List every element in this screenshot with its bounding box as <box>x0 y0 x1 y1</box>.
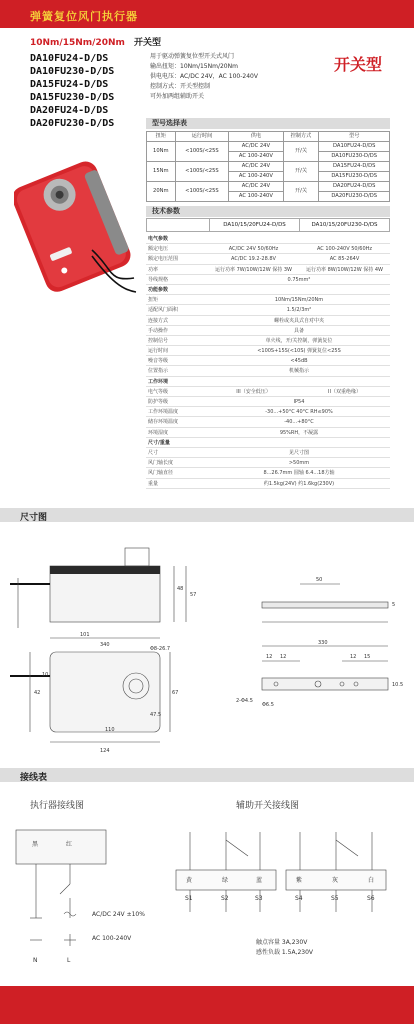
param-value: >50mm <box>288 460 310 467</box>
param-value: 0.75mm² <box>287 276 311 283</box>
param-key: 噪音等级 <box>148 358 169 365</box>
table-row <box>146 387 390 397</box>
model-item: DA20FU230-D/DS <box>30 118 115 129</box>
param-value <box>208 234 390 243</box>
wire-color-label: 黑 <box>32 841 39 848</box>
dim-label: 12 <box>266 654 273 660</box>
table-row <box>146 275 390 285</box>
param-key: 储存环境温度 <box>148 419 179 426</box>
dim-label: 101 <box>80 632 90 638</box>
param-value: 8...26.7mm 圆轴 6.4...18方轴 <box>263 470 335 477</box>
dim-label: Φ6.5 <box>262 702 274 708</box>
feature-description <box>150 52 258 102</box>
footer-bar <box>0 986 414 1024</box>
table-cell: DA15FU24-D/DS <box>319 162 390 172</box>
table-row <box>146 479 390 489</box>
selection-table <box>146 131 390 202</box>
subhead <box>30 35 161 48</box>
param-key: 适配风门面积 <box>148 307 179 314</box>
table-row <box>146 407 390 417</box>
table-cell: <100S/<25S <box>175 182 229 202</box>
table-row <box>146 285 390 295</box>
param-value: <100S+15S(<10S) 弹簧复位<25S <box>257 348 341 355</box>
table-cell: AC 100-240V <box>229 152 283 162</box>
line-label: L <box>67 957 71 964</box>
model-item: DA15FU24-D/DS <box>30 79 109 90</box>
table-header: 型号 <box>319 132 390 142</box>
terminal-color: 蓝 <box>256 877 263 884</box>
param-value: 1.5/2/3m² <box>286 307 312 314</box>
param-key: 风门轴长度 <box>148 460 174 467</box>
actuator-wiring-title: 执行器接线图 <box>30 801 85 811</box>
supply-label: AC/DC 24V ±10% <box>92 911 145 918</box>
params-table <box>146 234 390 489</box>
terminal-label: S6 <box>367 895 375 902</box>
table-header: 扭矩 <box>147 132 176 142</box>
section-band <box>0 508 414 522</box>
table-row <box>146 417 390 427</box>
terminal-color: 白 <box>368 877 375 884</box>
terminal-color: 灰 <box>332 877 339 884</box>
dim-label: 50 <box>316 577 323 583</box>
table-row <box>146 397 390 407</box>
terminal-label: S3 <box>255 895 263 902</box>
selection-title: 型号选择表 <box>146 118 390 129</box>
table-row <box>146 428 390 438</box>
feature-line: 可外加两组辅助开关 <box>150 93 205 100</box>
terminal-label: S1 <box>185 895 193 902</box>
table-row <box>146 366 390 376</box>
terminal-color: 绿 <box>222 877 229 884</box>
table-cell: AC 100-240V <box>229 172 283 182</box>
feature-line: 控制方式：开关型控制 <box>150 83 211 90</box>
param-key: 重量 <box>148 480 159 487</box>
param-value: <45dB <box>290 358 308 365</box>
table-cell: 开/关 <box>283 162 319 182</box>
param-value: IP54 <box>293 399 305 405</box>
param-value: 机械指示 <box>288 368 309 375</box>
table-header: 控制方式 <box>283 132 319 142</box>
table-row <box>146 326 390 336</box>
table-row <box>147 162 390 172</box>
dim-label: 5 <box>392 602 396 608</box>
type-label: 开关型 <box>134 38 162 48</box>
table-row <box>146 336 390 346</box>
param-value: 见尺寸图 <box>288 449 309 456</box>
wire-color-label: 红 <box>66 841 73 848</box>
params-col-headers <box>146 218 390 232</box>
param-key: 防护等级 <box>148 399 169 405</box>
model-item: DA20FU24-D/DS <box>30 105 109 116</box>
param-value: 单火线，开/关控制，弹簧复位 <box>265 337 333 344</box>
param-key: 运行时间 <box>148 348 169 355</box>
header-title: 弹簧复位风门执行器 <box>30 10 138 23</box>
table-cell: AC 100-240V <box>229 192 283 202</box>
table-cell: <100S/<25S <box>175 162 229 182</box>
table-row <box>146 305 390 315</box>
param-key: 额定电压范围 <box>148 256 179 263</box>
dim-label: 340 <box>100 642 110 648</box>
table-row <box>146 377 390 387</box>
dim-label: 10 <box>42 672 49 678</box>
table-cell: DA20FU230-D/DS <box>319 192 390 202</box>
param-key: 电气参数 <box>148 236 169 242</box>
model-list <box>30 52 114 130</box>
param-value <box>208 285 390 294</box>
param-value: AC/DC 19.2-28.8V <box>231 256 276 263</box>
table-row <box>146 295 390 305</box>
dim-label: 47.5 <box>150 712 162 718</box>
dim-label: 10.5 <box>392 682 404 688</box>
dim-label: 110 <box>105 727 115 733</box>
param-key: 扭矩 <box>148 297 159 304</box>
table-row <box>147 142 390 152</box>
param-key: 电气等级 <box>148 388 169 395</box>
param-key: 环境湿度 <box>148 429 169 436</box>
table-header: 运行时间 <box>175 132 229 142</box>
dimension-drawing <box>0 526 414 756</box>
feature-line: 用于驱动弹簧复位型开关式风门 <box>150 53 235 60</box>
dim-label: 2-Φ4.5 <box>236 698 253 704</box>
table-row <box>146 356 390 366</box>
table-row <box>146 234 390 244</box>
param-value: 10Nm/15Nm/20Nm <box>274 297 324 304</box>
param-key: 工作环境 <box>148 378 169 385</box>
contact-rating: 触点容量 3A,230V <box>256 939 308 946</box>
dim-label: 42 <box>34 690 41 696</box>
dim-label: 330 <box>318 640 328 646</box>
table-cell: <100S/<25S <box>175 142 229 162</box>
table-row <box>146 316 390 326</box>
table-cell: AC/DC 24V <box>229 182 283 192</box>
contact-rating: 感性负载 1.5A,230V <box>256 949 314 956</box>
params-title: 技术参数 <box>146 206 390 217</box>
table-row <box>146 254 390 264</box>
table-row <box>146 458 390 468</box>
neutral-label: N <box>33 957 38 964</box>
param-key: 导线规格 <box>148 276 169 283</box>
param-value: 运行功率 8W/10W/12W 保持 4W <box>305 266 383 273</box>
wiring-title: 接线表 <box>20 773 48 783</box>
table-header-row <box>147 132 390 142</box>
wiring-diagram <box>0 816 414 966</box>
param-key: 尺寸 <box>148 449 159 456</box>
section-band <box>0 768 414 782</box>
param-key: 尺寸/重量 <box>148 439 170 446</box>
params-col2: DA10/15/20FU230-D/DS <box>299 219 389 231</box>
terminal-color: 黄 <box>186 877 193 884</box>
param-key: 位置指示 <box>148 368 169 375</box>
torque-range: 10Nm/15Nm/20Nm <box>30 38 125 48</box>
param-value: 螺栓或夹具式自对中夹 <box>273 317 324 324</box>
table-row <box>146 244 390 254</box>
feature-line: 输出扭矩：10Nm/15Nm/20Nm <box>150 63 238 70</box>
dim-label: 48 <box>177 586 184 592</box>
param-key: 功率 <box>148 266 159 273</box>
table-cell: 20Nm <box>147 182 176 202</box>
table-cell: DA10FU24-D/DS <box>319 142 390 152</box>
table-cell: 15Nm <box>147 162 176 182</box>
param-value: -30...+50°C 40°C RH≤90% <box>265 409 333 416</box>
type-badge: 开关型 <box>333 55 382 74</box>
params-col1: DA10/15/20FU24-D/DS <box>209 219 299 231</box>
product-photo <box>14 132 138 297</box>
param-key: 手动操作 <box>148 327 169 334</box>
param-value <box>208 377 390 386</box>
param-value: 运行功率 7W/10W/12W 保持 3W <box>214 266 292 273</box>
dimensions-title: 尺寸图 <box>20 513 48 523</box>
dim-label: 12 <box>280 654 287 660</box>
table-row <box>146 265 390 275</box>
supply-label: AC 100-240V <box>92 935 132 942</box>
table-cell: 开/关 <box>283 142 319 162</box>
table-row <box>146 438 390 448</box>
table-cell: DA20FU24-D/DS <box>319 182 390 192</box>
model-item: DA10FU24-D/DS <box>30 53 109 64</box>
param-key: 连接方式 <box>148 317 169 324</box>
dim-label: 124 <box>100 748 110 754</box>
table-row <box>147 182 390 192</box>
param-value: II（双重绝缘） <box>328 388 361 395</box>
param-key: 功能参数 <box>148 286 169 293</box>
terminal-label: S2 <box>221 895 229 902</box>
param-value: AC/DC 24V 50/60Hz <box>228 246 279 253</box>
param-value: AC 85-264V <box>329 256 360 263</box>
dim-label: 67 <box>172 690 179 696</box>
terminal-label: S5 <box>331 895 339 902</box>
terminal-color: 紫 <box>296 877 303 884</box>
param-value: -40...+80°C <box>284 419 314 426</box>
dim-label: Φ8-26.7 <box>150 646 171 652</box>
terminal-label: S4 <box>295 895 303 902</box>
param-value: III（安全低压） <box>236 388 271 395</box>
param-value: 约1.5kg(24V) 约1.6kg(230V) <box>263 480 335 487</box>
param-key: 控制信号 <box>148 337 169 344</box>
dim-label: 57 <box>190 592 197 598</box>
table-row <box>146 346 390 356</box>
param-key: 风门轴直径 <box>148 470 174 477</box>
model-item: DA10FU230-D/DS <box>30 66 115 77</box>
param-value: 95%RH，不凝露 <box>279 429 319 436</box>
table-cell: DA15FU230-D/DS <box>319 172 390 182</box>
table-cell: AC/DC 24V <box>229 142 283 152</box>
table-cell: DA10FU230-D/DS <box>319 152 390 162</box>
param-key: 工作环境温度 <box>148 409 179 416</box>
feature-line: 供电电压：AC/DC 24V，AC 100-240V <box>150 73 258 80</box>
table-row <box>146 448 390 458</box>
param-value <box>208 438 390 447</box>
dim-label: 15 <box>364 654 371 660</box>
table-cell: 开/关 <box>283 182 319 202</box>
param-value: 具备 <box>293 327 304 334</box>
table-header: 供电 <box>229 132 283 142</box>
model-item: DA15FU230-D/DS <box>30 92 115 103</box>
dim-label: 12 <box>350 654 357 660</box>
table-cell: AC/DC 24V <box>229 162 283 172</box>
aux-switch-wiring-title: 辅助开关接线图 <box>236 801 300 811</box>
param-value: AC 100-240V 50/60Hz <box>316 246 373 253</box>
param-key: 额定电压 <box>148 246 169 253</box>
table-row <box>146 468 390 478</box>
table-cell: 10Nm <box>147 142 176 162</box>
